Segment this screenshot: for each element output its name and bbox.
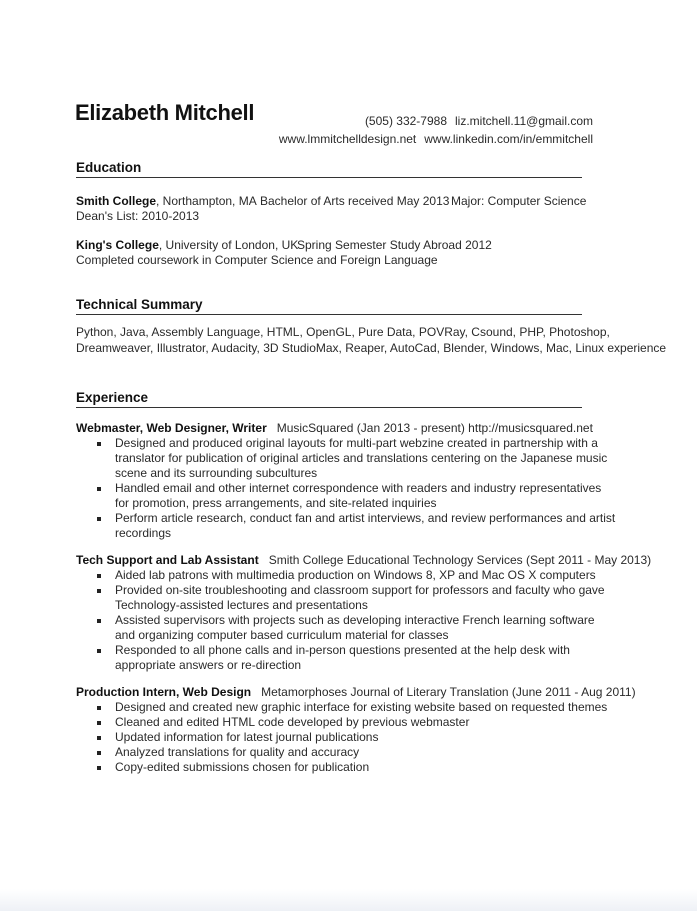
kings-program: Spring Semester Study Abroad 2012 — [297, 238, 492, 252]
kings-location: , University of London, UK — [158, 238, 299, 252]
technical-heading: Technical Summary — [76, 297, 582, 315]
kings-note: Completed coursework in Computer Science and Foreign Language — [76, 253, 438, 267]
bullet-item: Analyzed translations for quality and accuracy — [76, 745, 615, 760]
technical-skills — [76, 325, 667, 356]
job-smith-ets — [76, 552, 652, 673]
bullet-item: Designed and created new graphic interface for existing website based on requested themes — [76, 700, 615, 715]
job-role: Webmaster, Web Designer, Writer — [76, 421, 267, 435]
bullet-item: Handled email and other internet correspondence with readers and industry representatives for promotion, press arrangements, and site-related inquiries — [76, 481, 615, 511]
bullet-item: Assisted supervisors with projects such as developing interactive French learning software and organizing computer based curriculum material for classes — [76, 613, 615, 643]
bullet-item: Aided lab patrons with multimedia production on Windows 8, XP and Mac OS X computers — [76, 568, 615, 583]
experience-heading: Experience — [76, 390, 582, 408]
bullet-item: Copy-edited submissions chosen for publication — [76, 760, 615, 775]
bullet-item: Designed and produced original layouts for multi-part webzine created in partnership with a translator for publication of original articles and translations centering on the Japanese music scene and its surrounding subcultures — [76, 436, 615, 481]
scan-edge-shade — [0, 889, 697, 911]
smith-degree: Bachelor of Arts received May 2013 — [260, 194, 450, 208]
smith-major: Major: Computer Science — [451, 194, 587, 208]
job-org: MusicSquared (Jan 2013 - present) http://musicsquared.net — [276, 421, 593, 435]
smith-school: Smith College — [76, 194, 157, 208]
job-role: Production Intern, Web Design — [76, 685, 252, 699]
skills-line-1: Python, Java, Assembly Language, HTML, OpenGL, Pure Data, POVRay, Csound, PHP, Photoshop, — [76, 325, 610, 339]
bullet-item: Perform article research, conduct fan and artist interviews, and review performances and artist recordings — [76, 511, 635, 541]
skills-line-2: Dreamweaver, Illustrator, Audacity, 3D StudioMax, Reaper, AutoCad, Blender, Windows, Mac, Linux experience — [76, 340, 667, 355]
technical-section — [76, 297, 667, 356]
bullet-item: Responded to all phone calls and in-person questions presented at the help desk with appropriate answers or re-direction — [76, 643, 615, 673]
experience-section — [76, 390, 652, 775]
candidate-name: Elizabeth Mitchell — [75, 100, 255, 125]
job-org: Metamorphoses Journal of Literary Translation (June 2011 - Aug 2011) — [261, 685, 636, 699]
bullet-item: Provided on-site troubleshooting and classroom support for professors and faculty who gave Technology-assisted lectures and presentations — [76, 583, 615, 613]
smith-location: , Northampton, MA — [156, 194, 257, 208]
job-musicsquared — [76, 420, 616, 541]
smith-note: Dean's List: 2010-2013 — [76, 209, 200, 223]
job-org: Smith College Educational Technology Services (Sept 2011 - May 2013) — [268, 553, 652, 567]
smith-line — [76, 194, 587, 209]
education-section — [76, 160, 587, 268]
job-header — [76, 684, 636, 700]
education-heading: Education — [76, 160, 582, 178]
job-header — [76, 552, 652, 568]
kings-line — [76, 238, 582, 253]
contact-line-2 — [279, 130, 593, 148]
contact-line-1 — [279, 112, 593, 130]
job-bullets — [76, 568, 605, 673]
phone-number: (505) 332-7988 — [364, 114, 447, 128]
email-address: liz.mitchell.11@gmail.com — [455, 114, 593, 128]
job-bullets — [76, 436, 616, 541]
job-role: Tech Support and Lab Assistant — [76, 553, 259, 567]
contact-info — [279, 112, 593, 148]
education-entry-smith — [76, 194, 587, 224]
job-metamorphoses — [76, 684, 636, 775]
bullet-item: Updated information for latest journal publications — [76, 730, 615, 745]
linkedin-url: www.linkedin.com/in/emmitchell — [424, 132, 593, 146]
website-url: www.lmmitchelldesign.net — [278, 132, 417, 146]
kings-school: King's College — [76, 238, 159, 252]
job-bullets — [76, 700, 608, 775]
education-entry-kings — [76, 238, 582, 268]
bullet-item: Cleaned and edited HTML code developed by previous webmaster — [76, 715, 615, 730]
job-header — [76, 420, 593, 436]
